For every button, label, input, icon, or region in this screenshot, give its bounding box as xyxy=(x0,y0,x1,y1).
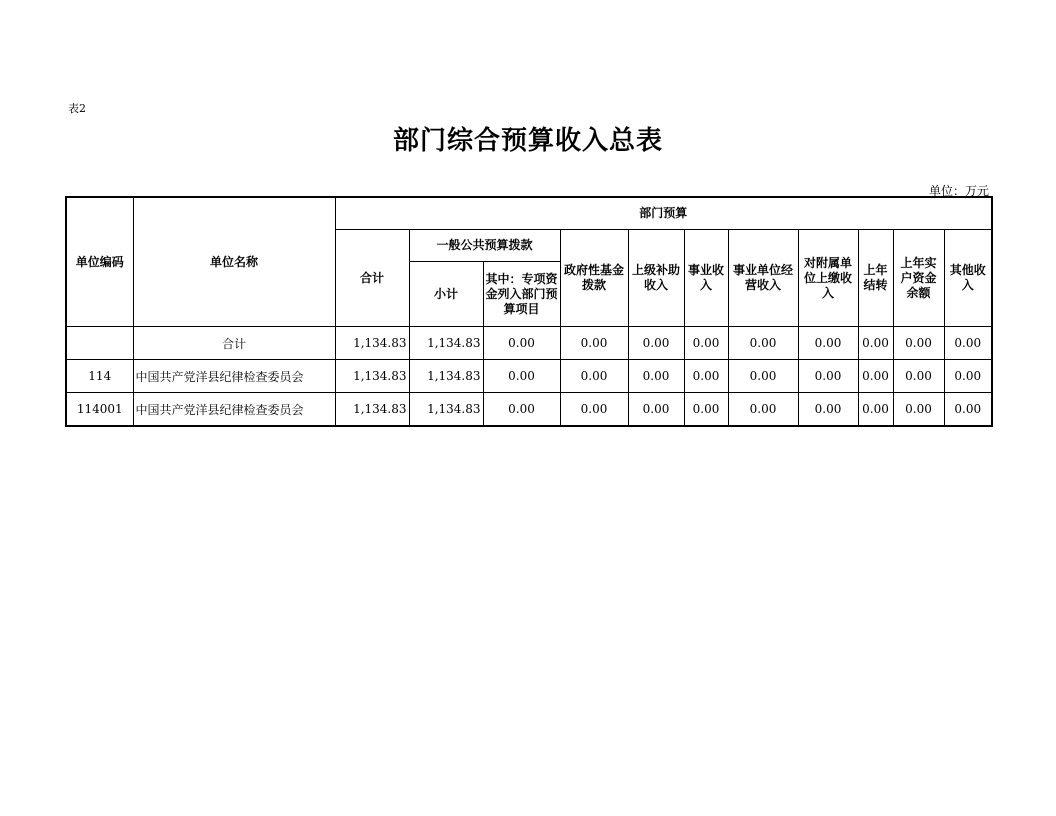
header-total: 合计 xyxy=(335,230,409,327)
cell-code xyxy=(66,327,133,360)
cell-balance: 0.00 xyxy=(893,360,944,393)
cell-total: 1,134.83 xyxy=(335,360,409,393)
cell-superior: 0.00 xyxy=(628,360,684,393)
header-unit-name: 单位名称 xyxy=(133,197,335,327)
cell-name: 合计 xyxy=(133,327,335,360)
unit-label: 单位：万元 xyxy=(928,184,989,198)
cell-affiliated: 0.00 xyxy=(798,360,858,393)
cell-operating: 0.00 xyxy=(728,393,798,427)
budget-income-table xyxy=(65,196,993,427)
cell-affiliated: 0.00 xyxy=(798,393,858,427)
cell-subtotal: 1,134.83 xyxy=(409,393,483,427)
cell-gov-fund: 0.00 xyxy=(560,360,628,393)
cell-balance: 0.00 xyxy=(893,393,944,427)
cell-name: 中国共产党洋县纪律检查委员会 xyxy=(133,360,335,393)
cell-other: 0.00 xyxy=(944,393,992,427)
cell-operating: 0.00 xyxy=(728,360,798,393)
header-special-items: 其中：专项资金列入部门预算项目 xyxy=(483,262,560,327)
header-business-unit-operating: 事业单位经营收入 xyxy=(728,230,798,327)
header-affiliated-unit: 对附属单位上缴收入 xyxy=(798,230,858,327)
cell-superior: 0.00 xyxy=(628,327,684,360)
cell-special: 0.00 xyxy=(483,360,560,393)
header-other-income: 其他收入 xyxy=(944,230,992,327)
cell-carryover: 0.00 xyxy=(858,360,893,393)
cell-code: 114 xyxy=(66,360,133,393)
cell-total: 1,134.83 xyxy=(335,327,409,360)
cell-subtotal: 1,134.83 xyxy=(409,360,483,393)
cell-superior: 0.00 xyxy=(628,393,684,427)
cell-carryover: 0.00 xyxy=(858,393,893,427)
cell-business: 0.00 xyxy=(684,360,728,393)
table-row xyxy=(66,393,992,427)
header-subtotal: 小计 xyxy=(409,262,483,327)
page-title: 部门综合预算收入总表 xyxy=(392,126,663,156)
cell-operating: 0.00 xyxy=(728,327,798,360)
header-last-year-balance: 上年实户资金余额 xyxy=(893,230,944,327)
cell-other: 0.00 xyxy=(944,327,992,360)
header-superior-subsidy: 上级补助收入 xyxy=(628,230,684,327)
table-row xyxy=(66,360,992,393)
cell-special: 0.00 xyxy=(483,393,560,427)
cell-balance: 0.00 xyxy=(893,327,944,360)
header-last-year-carryover: 上年结转 xyxy=(858,230,893,327)
cell-gov-fund: 0.00 xyxy=(560,327,628,360)
cell-special: 0.00 xyxy=(483,327,560,360)
header-dept-budget: 部门预算 xyxy=(335,197,992,230)
cell-name: 中国共产党洋县纪律检查委员会 xyxy=(133,393,335,427)
cell-code: 114001 xyxy=(66,393,133,427)
cell-subtotal: 1,134.83 xyxy=(409,327,483,360)
cell-total: 1,134.83 xyxy=(335,393,409,427)
cell-affiliated: 0.00 xyxy=(798,327,858,360)
cell-other: 0.00 xyxy=(944,360,992,393)
header-gov-fund: 政府性基金拨款 xyxy=(560,230,628,327)
cell-gov-fund: 0.00 xyxy=(560,393,628,427)
header-business-income: 事业收入 xyxy=(684,230,728,327)
cell-business: 0.00 xyxy=(684,327,728,360)
table-number: 表2 xyxy=(68,102,86,115)
table-row xyxy=(66,327,992,360)
header-general-public: 一般公共预算拨款 xyxy=(409,230,560,262)
cell-carryover: 0.00 xyxy=(858,327,893,360)
header-unit-code: 单位编码 xyxy=(66,197,133,327)
cell-business: 0.00 xyxy=(684,393,728,427)
